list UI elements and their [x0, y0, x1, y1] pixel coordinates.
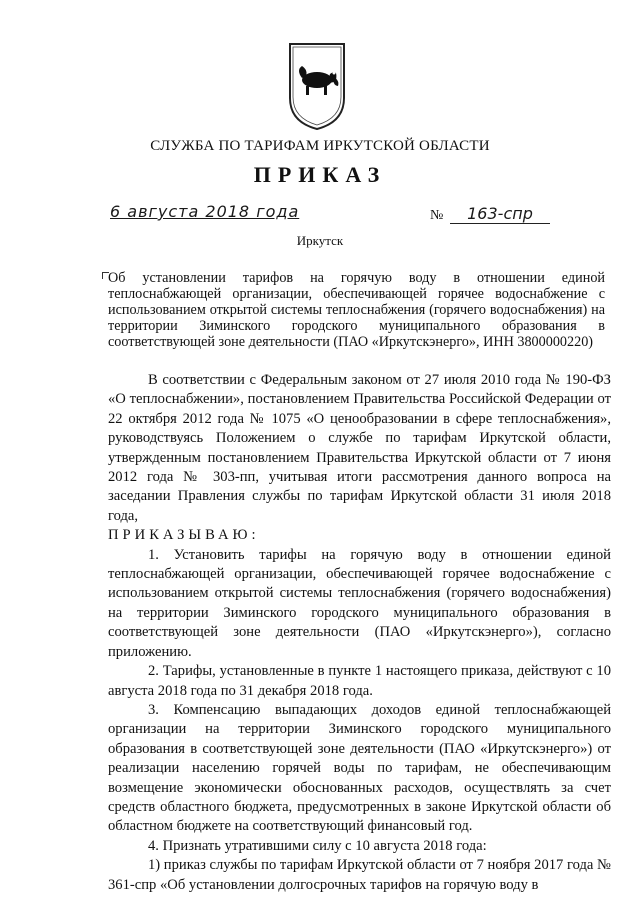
subject-text: Об установлении тарифов на горячую воду в отношении единой теплоснабжающей организации, обеспечивающей горячее водоснабжение с использованием открытой системы теплоснабжения (горячего водоснабжения) на территории Зиминского городского муниципального образования в соответствующей зоне деятельности (ПАО «Иркутскэнерго», ИНН 3800000220): [108, 270, 605, 350]
order-body: [108, 371, 611, 895]
subject-corner-mark: [102, 272, 109, 279]
number-sign: №: [430, 208, 444, 223]
preamble-paragraph: В соответствии с Федеральным законом от 27 июля 2010 года № 190-ФЗ «О теплоснабжении», постановлением Правительства Российской Федерации от 22 октября 2012 года № 1075 «О ценообразовании в сфере теплоснабжения», руководствуясь Положением о службе по тарифам Иркутской области, утвержденным постановлением Правительства Иркутской области от 7 июня 2012 года № 303-пп, учитывая итоги рассмотрения данного вопроса на заседании Правления службы по тарифам Иркутской области 31 июля 2018 года,: [108, 372, 611, 524]
item-2-paragraph: 2. Тарифы, установленные в пункте 1 настоящего приказа, действуют с 10 августа 2018 года по 31 декабря 2018 года.: [108, 663, 611, 699]
item-1-paragraph: 1. Установить тарифы на горячую воду в отношении единой теплоснабжающей организации, обеспечивающей горячее водоснабжение с использованием открытой системы теплоснабжения (горячего водоснабжения) на территории Зиминского городского муниципального образования в соответствующей зоне деятельности (ПАО «Иркутскэнерго»), согласно приложению.: [108, 546, 611, 660]
agency-name: СЛУЖБА ПО ТАРИФАМ ИРКУТСКОЙ ОБЛАСТИ: [150, 138, 490, 154]
document-type-title: ПРИКАЗ: [253, 162, 387, 187]
irkutsk-coat-of-arms-emblem: [286, 40, 348, 132]
handwritten-date: 6 августа 2018 года: [110, 202, 300, 221]
item-4-1-paragraph: 1) приказ службы по тарифам Иркутской области от 7 ноября 2017 года № 361-спр «Об установлении долгосрочных тарифов на горячую воду в: [108, 857, 611, 893]
item-4-paragraph: 4. Признать утратившими силу с 10 августа 2018 года:: [148, 837, 487, 854]
order-subject: [108, 270, 605, 350]
handwritten-order-number: 163-спр: [450, 204, 550, 224]
order-number-line: [430, 204, 550, 224]
item-3-paragraph: 3. Компенсацию выпадающих доходов единой теплоснабжающей организации на территории Зиминского городского муниципального образования в соответствующей зоне деятельности (ПАО «Иркутскэнерго») от реализации населению горячей воды по тарифам, не обеспечивающим возмещение экономически обоснованных расходов, осуществлять за счет средств областного бюджета, предусмотренных в законе Иркутской области об областном бюджете на соответствующий финансовый год.: [108, 701, 611, 835]
ordering-word: ПРИКАЗЫВАЮ:: [108, 527, 260, 544]
city-name: Иркутск: [296, 233, 344, 248]
